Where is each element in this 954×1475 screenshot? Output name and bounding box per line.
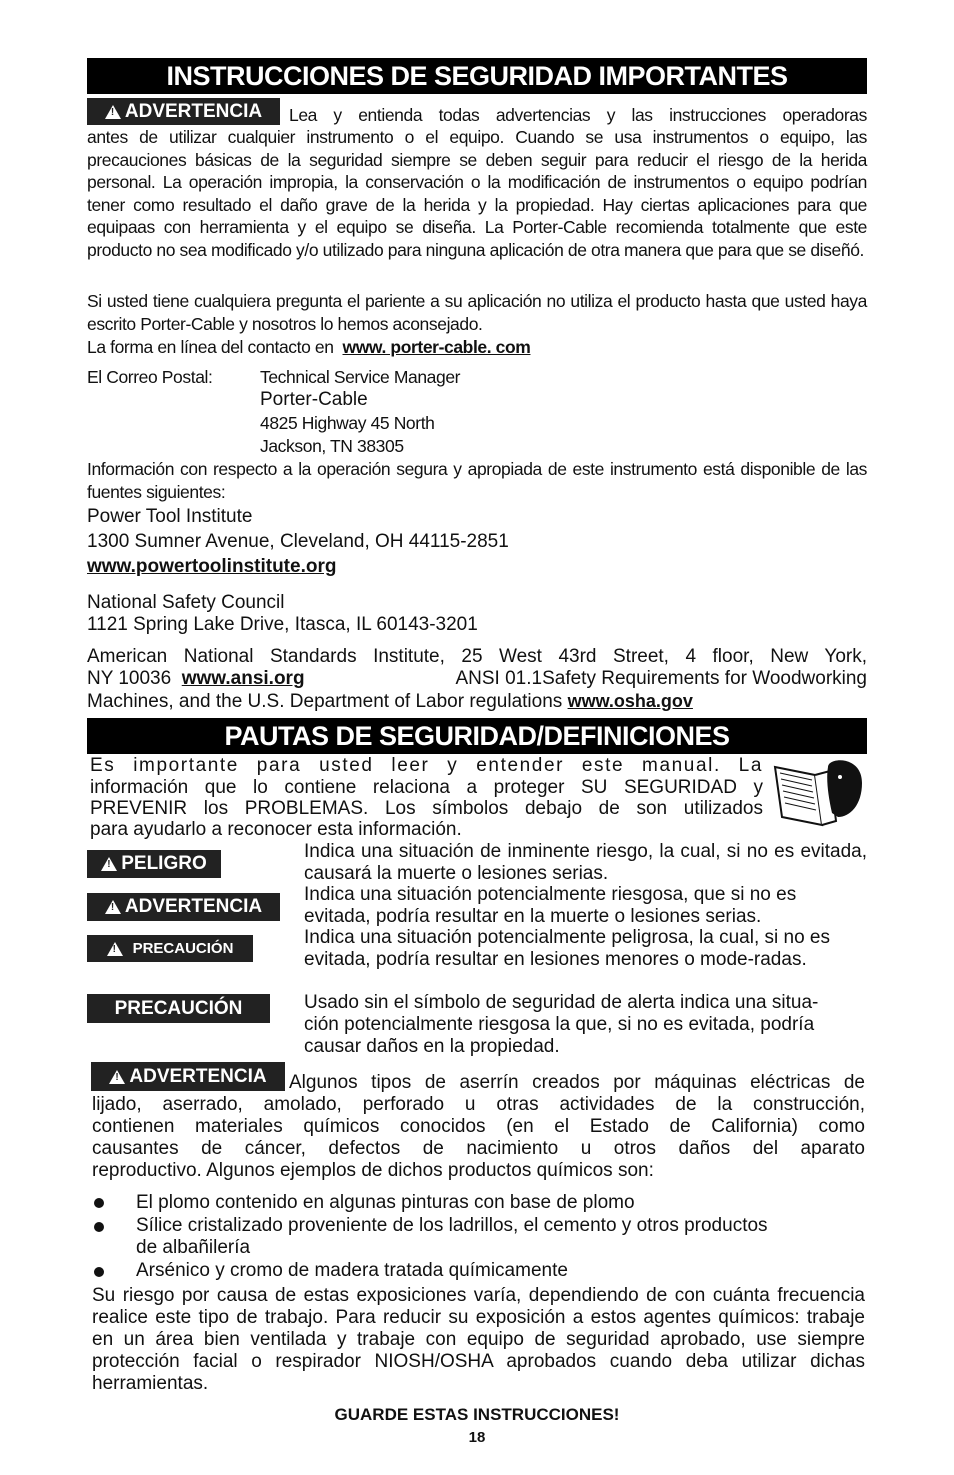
chemicals-line-3: contienen materiales químicos conocidos (en el Estado de California) como [92, 1116, 865, 1137]
alert-triangle-icon [107, 942, 123, 956]
warning-badge [87, 98, 280, 125]
risk-paragraph: Su riesgo por causa de estas exposiciones varía, dependiendo de con cuánta frecuencia realice este tipo de trabajo. Para reducir su exposición a estos agentes químicos: trabaje en un área bien ventilada y trabaje con equipo de seguridad aprobado, use siempre protección facial o respirador NIOSH/OSHA aprobados cuando deba utilizar dichas herramientas. [92, 1285, 865, 1394]
warning-badge-chemicals-label: ADVERTENCIA [129, 1065, 267, 1087]
chemicals-line-1: Algunos tipos de aserrín creados por máquinas eléctricas de [289, 1072, 865, 1093]
question-paragraph: Si usted tiene cualquiera pregunta el pariente a su aplicación no utiliza el producto hasta que usted haya escrito Porter-Cable y nosotros lo hemos aconsejado. [87, 291, 867, 334]
caution-badge-label: PRECAUCIÓN [132, 940, 234, 957]
mail-line-1: Technical Service Manager [260, 367, 461, 387]
info-paragraph: Información con respecto a la operación segura y apropiada de este instrumento está disponible de las fuentes siguientes: [87, 459, 867, 502]
warning-badge-def [87, 893, 280, 921]
bullet-item-lead: El plomo contenido en algunas pinturas con base de plomo [136, 1192, 635, 1213]
ansi-standard: ANSI 01.1Safety Requirements for Woodworking [455, 668, 867, 689]
pti-name: Power Tool Institute [87, 506, 253, 527]
nsc-address: 1121 Spring Lake Drive, Itasca, IL 60143-3201 [87, 614, 478, 635]
definitions-intro-line-1: Es importante para usted leer y entender este manual. La [90, 755, 763, 776]
chemicals-line-5: reproductivo. Algunos ejemplos de dichos productos químicos son: [92, 1160, 654, 1181]
definitions-intro-line-3: PREVENIR los PROBLEMAS. Los símbolos debajo de son utilizados [90, 798, 763, 819]
bullet-item-arsenic: Arsénico y cromo de madera tratada químicamente [136, 1260, 568, 1281]
ansi-zip: NY 10036 [87, 668, 172, 689]
bullet-item-silica: Sílice cristalizado proveniente de los ladrillos, el cemento y otros productos de albañilería [136, 1215, 768, 1258]
ansi-line-2 [87, 668, 867, 690]
pti-link[interactable]: www.powertoolinstitute.org [87, 556, 337, 577]
mail-line-3: 4825 Highway 45 North [260, 413, 435, 433]
caution-no-symbol-badge [87, 994, 270, 1023]
alert-triangle-icon [101, 857, 117, 871]
nsc-name: National Safety Council [87, 592, 285, 613]
caution-definition: Indica una situación potencialmente peligrosa, la cual, si no es evitada, podría resultar en lesiones menores o mode-radas. [304, 927, 830, 970]
online-contact [87, 336, 867, 359]
danger-badge [87, 850, 221, 878]
bullet-icon [94, 1222, 104, 1232]
section-title-safety-instructions: INSTRUCCIONES DE SEGURIDAD IMPORTANTES [87, 58, 867, 94]
alert-triangle-icon [105, 105, 121, 119]
bullet-icon [94, 1267, 104, 1277]
warning-badge-label: ADVERTENCIA [124, 100, 263, 122]
caution-no-symbol-label: PRECAUCIÓN [114, 997, 243, 1019]
mail-line-4: Jackson, TN 38305 [260, 436, 404, 456]
chemicals-line-4: causantes de cáncer, defectos de nacimiento u otros daños del aparato [92, 1138, 865, 1159]
ansi-line-1: American National Standards Institute, 25 West 43rd Street, 4 floor, New York, [87, 646, 867, 667]
mail-label: El Correo Postal: [87, 367, 213, 387]
osha-link[interactable]: www.osha.gov [567, 691, 693, 711]
osha-prefix: Machines, and the U.S. Department of Labor regulations [87, 691, 563, 712]
property-damage-definition: Usado sin el símbolo de seguridad de alerta indica una situa-ción potencialmente riesgosa la que, si no es evitada, podría causar daños en la propiedad. [304, 992, 819, 1057]
online-label: La forma en línea del contacto en [87, 337, 334, 357]
alert-triangle-icon [105, 900, 121, 914]
caution-badge [87, 935, 253, 962]
page-number: 18 [468, 1429, 486, 1446]
danger-definition: Indica una situación de inminente riesgo, la cual, si no es evitada, causará la muerte o lesiones serias. [304, 841, 867, 884]
definitions-intro-line-2: información que lo contiene relaciona a proteger SU SEGURIDAD y [90, 777, 763, 798]
warning-badge-def-label: ADVERTENCIA [124, 896, 263, 917]
bullet-icon [94, 1198, 104, 1208]
pti-address: 1300 Sumner Avenue, Cleveland, OH 44115-2851 [87, 531, 509, 552]
read-manual-icon [770, 755, 866, 831]
danger-badge-label: PELIGRO [121, 853, 207, 874]
chemicals-line-2: lijado, aserrado, amolado, perforado u otras actividades de la construcción, [92, 1094, 865, 1115]
porter-cable-link[interactable]: www. porter-cable. com [342, 337, 531, 357]
mail-line-2: Porter-Cable [260, 389, 368, 410]
alert-triangle-icon [109, 1070, 125, 1084]
section-title-definitions: PAUTAS DE SEGURIDAD/DEFINICIONES [87, 718, 867, 754]
ansi-link[interactable]: www.ansi.org [181, 668, 305, 689]
intro-paragraph: antes de utilizar cualquier instrumento o el equipo. Cuando se usa instrumentos o equipo, las precauciones básicas de la seguridad siempre se deben seguir para reducir el riesgo de la herida personal. La operación impropia, la conservación o la modificación de instrumentos o equipo podrían tener como resultado el daño grave de la herida y la propiedad. Hay ciertas aplicaciones para que equipaas con herramienta y el equipo se diseña. La Porter-Cable recomienda totalmente que este producto no sea modificado y/o utilizado para ninguna aplicación de otra manera que para que se diseñó. [87, 127, 867, 260]
save-instructions: GUARDE ESTAS INSTRUCCIONES! [334, 1405, 620, 1424]
ansi-line-3 [87, 690, 693, 713]
warning-badge-chemicals [91, 1062, 285, 1091]
definitions-intro-line-4: para ayudarlo a reconocer esta información. [90, 819, 462, 840]
intro-first-line: Lea y entienda todas advertencias y las instrucciones operadoras [289, 105, 867, 125]
warning-definition: Indica una situación potencialmente riesgosa, que si no es evitada, podría resultar en la muerte o lesiones serias. [304, 884, 797, 927]
